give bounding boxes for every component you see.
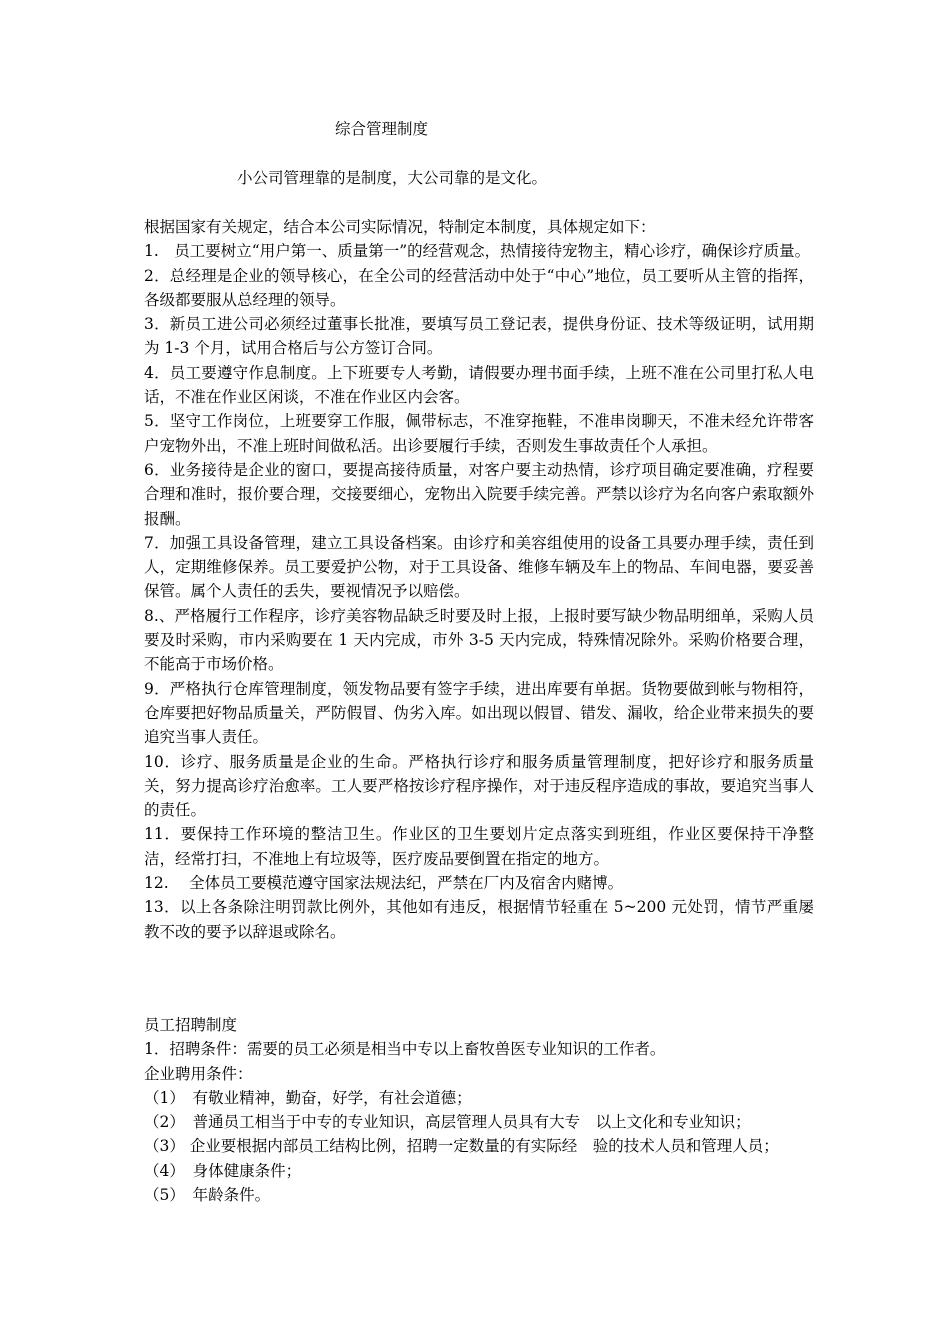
rule-paragraph: 2．总经理是企业的领导核心，在全公司的经营活动中处于“中心”地位，员工要听从主管的指挥，各级都要服从总经理的领导。 <box>144 266 814 309</box>
recruitment-condition: （4） 身体健康条件； <box>144 1161 302 1180</box>
recruitment-item: 1．招聘条件：需要的员工必须是相当中专以上畜牧兽医专业知识的工作者。 <box>144 1040 666 1059</box>
intro-paragraph: 根据国家有关规定，结合本公司实际情况，特制定本制度，具体规定如下： <box>144 218 656 236</box>
recruitment-section <box>144 1013 824 1207</box>
recruitment-condition: （3） 企业要根据内部员工结构比例，招聘一定数量的有实际经 验的技术人员和管理人员； <box>144 1137 779 1156</box>
recruitment-subheading: 企业聘用条件： <box>144 1064 253 1083</box>
rule-paragraph: 12. 全体员工要模范遵守国家法规法纪，严禁在厂内及宿舍内赌博。 <box>144 874 624 893</box>
rule-paragraph: 13．以上各条除注明罚款比例外，其他如有违反，根据情节轻重在 5~200 元处罚，情节严重屡教不改的要予以辞退或除名。 <box>144 898 814 941</box>
rule-paragraph: 9．严格执行仓库管理制度，领发物品要有签字手续，进出库要有单据。货物要做到帐与物相符，仓库要把好物品质量关，严防假冒、伪劣入库。如出现以假冒、错发、漏收，给企业带来损失的要追究当事人责任。 <box>144 679 814 747</box>
document-motto: 小公司管理靠的是制度，大公司靠的是文化。 <box>237 169 548 187</box>
rule-paragraph: 4．员工要遵守作息制度。上下班要专人考勤，请假要办理书面手续，上班不准在公司里打私人电话，不准在作业区闲谈，不准在作业区内会客。 <box>144 363 814 407</box>
rule-paragraph: 10．诊疗、服务质量是企业的生命。严格执行诊疗和服务质量管理制度，把好诊疗和服务质量关，努力提高诊疗治愈率。工人要严格按诊疗程序操作，对于违反程序造成的事故，要追究当事人的责任。 <box>144 752 814 820</box>
regulations-section <box>144 215 814 944</box>
rule-paragraph: 7．加强工具设备管理，建立工具设备档案。由诊疗和美容组使用的设备工具要办理手续，责任到人，定期维修保养。员工要爱护公物，对于工具设备、维修车辆及车上的物品、车间电器，要妥善保管。属个人责任的丢失，要视情况予以赔偿。 <box>144 533 814 601</box>
recruitment-condition: （2） 普通员工相当于中专的专业知识，高层管理人员具有大专 以上文化和专业知识； <box>144 1113 751 1132</box>
document-title: 综合管理制度 <box>335 120 429 138</box>
recruitment-condition: （1） 有敬业精神，勤奋，好学，有社会道德； <box>144 1088 472 1107</box>
recruitment-heading: 员工招聘制度 <box>144 1016 238 1034</box>
rule-paragraph: 5．坚守工作岗位，上班要穿工作服，佩带标志，不准穿拖鞋，不准串岗聊天，不准未经允许带客户宠物外出，不准上班时间做私活。出诊要履行手续，否则发生事故责任个人承担。 <box>144 412 814 455</box>
recruitment-condition: （5） 年龄条件。 <box>144 1186 271 1205</box>
rule-paragraph: 8.、严格履行工作程序，诊疗美容物品缺乏时要及时上报，上报时要写缺少物品明细单，采购人员要及时采购，市内采购要在 1 天内完成，市外 3-5 天内完成，特殊情况除外。采购价格要合理，不能高于市场价格。 <box>144 606 814 674</box>
rule-paragraph: 1. 员工要树立“用户第一、质量第一”的经营观念，热情接待宠物主，精心诊疗，确保诊疗质量。 <box>144 242 811 261</box>
rule-paragraph: 6．业务接待是企业的窗口，要提高接待质量，对客户要主动热情，诊疗项目确定要准确，疗程要合理和准时，报价要合理，交接要细心，宠物出入院要手续完善。严禁以诊疗为名向客户索取额外报酬。 <box>144 460 814 528</box>
rule-paragraph: 3．新员工进公司必须经过董事长批准，要填写员工登记表，提供身份证、技术等级证明，试用期为 1-3 个月，试用合格后与公方签订合同。 <box>144 315 814 358</box>
rule-paragraph: 11．要保持工作环境的整洁卫生。作业区的卫生要划片定点落实到班组，作业区要保持干净整洁，经常打扫，不准地上有垃圾等，医疗废品要倒置在指定的地方。 <box>144 825 814 868</box>
